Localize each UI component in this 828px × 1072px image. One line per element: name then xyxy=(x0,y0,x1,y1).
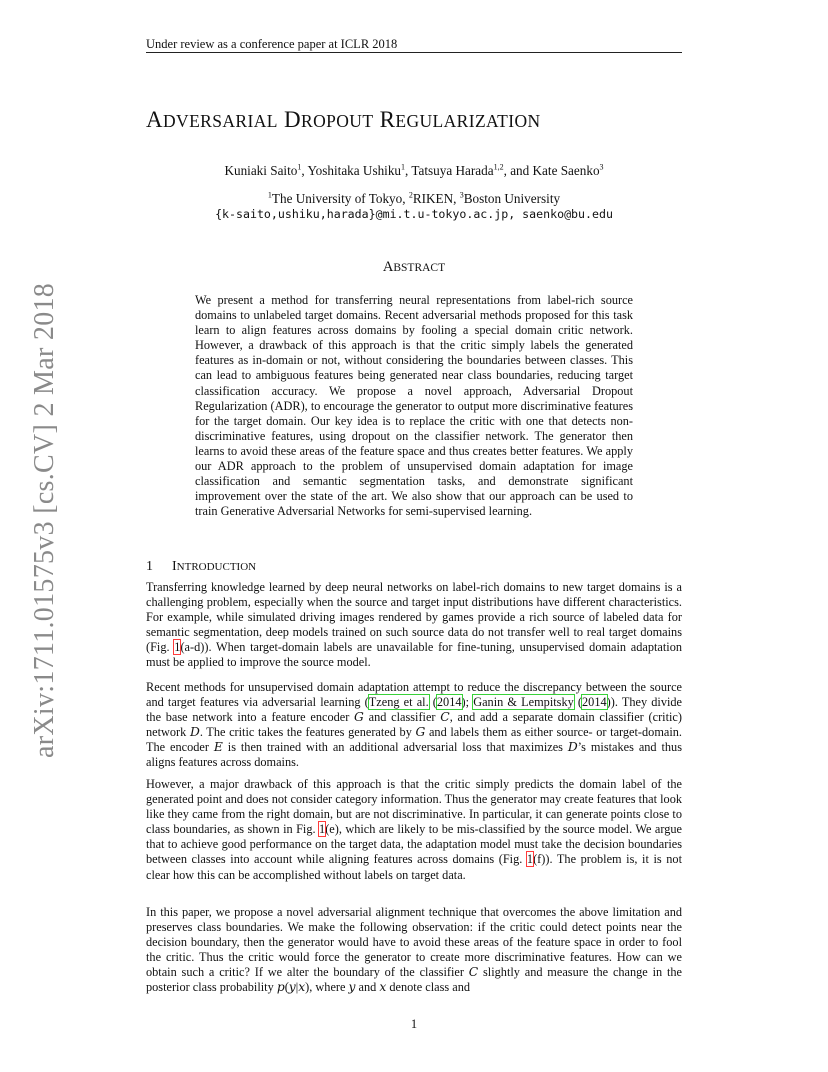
math-symbol: D xyxy=(189,725,200,740)
author-affil-mark: 1,2 xyxy=(493,162,504,172)
citation-link[interactable]: Tzeng et al. xyxy=(368,695,429,710)
affiliations xyxy=(146,191,682,207)
paragraph-text: and xyxy=(355,980,380,995)
math-symbol: | xyxy=(295,980,299,995)
intro-paragraph-3 xyxy=(146,777,682,883)
paragraph-text: (e), which are likely to be mis-classified by the source model. We argue that to achieve good performance on the target data, the adaptation model must take the decision boundaries between classes into account while aligning features across domains (Fig. xyxy=(146,822,682,867)
running-header: Under review as a conference paper at ICLR 2018 xyxy=(146,37,398,51)
abstract-heading-initial: A xyxy=(382,259,394,275)
author-name: Yoshitaka Ushiku xyxy=(307,163,402,178)
paragraph-text: , where xyxy=(309,980,349,995)
citation-year-link[interactable]: 2014 xyxy=(582,695,607,710)
paragraph-text: slightly and measure the change in the posterior class probability xyxy=(146,965,682,995)
math-symbol: y xyxy=(348,980,356,995)
citation-link[interactable]: Ganin & Lempitsky xyxy=(473,695,574,710)
math-symbol: y xyxy=(288,980,296,995)
paragraph-text: . The critic takes the features generated by xyxy=(199,725,416,740)
section-number: 1 xyxy=(146,559,153,574)
author-separator: , xyxy=(405,163,412,178)
math-symbol: x xyxy=(379,980,387,995)
abstract-heading-rest: BSTRACT xyxy=(393,262,446,274)
paragraph-text: , and add a separate domain classifier (critic) network xyxy=(146,710,682,740)
abstract-heading xyxy=(146,259,682,276)
author-affil-mark: 1 xyxy=(401,162,406,172)
math-symbol: ( xyxy=(284,980,289,995)
math-symbol: D xyxy=(567,740,578,755)
figure-link[interactable]: 1 xyxy=(319,822,326,837)
affil-mark: 2 xyxy=(408,190,413,200)
author-emails: {k-saito,ushiku,harada}@mi.t.u-tokyo.ac.jp, saenko@bu.edu xyxy=(215,207,613,221)
section-title-initial: I xyxy=(172,559,177,574)
section-title-rest: NTRODUCTION xyxy=(176,561,257,573)
math-symbol: G xyxy=(354,710,364,725)
title-rest-2: ROPOUT xyxy=(301,111,374,131)
title-initial-3: R xyxy=(379,107,396,132)
intro-paragraph-2: Recent methods for unsupervised domain adaptation attempt to reduce the discrepancy between the source and target features via adversarial learning (Tzeng et al. (2014); Ganin & Lempitsky (2014)). They divide the base network into a feature encoder G and classifier C, and add a separate domain classifier (critic) network D. The critic takes the features generated by G and labels them as either source- or target-domain. The encoder E is then trained with an additional adversarial loss that maximizes D’s mistakes and thus aligns features across domains. xyxy=(146,680,682,770)
page-number: 1 xyxy=(410,1017,418,1031)
affil-mark: 3 xyxy=(459,190,464,200)
author-affil-mark: 1 xyxy=(297,162,302,172)
paragraph-text: denote class and xyxy=(386,980,470,995)
math-symbol: p xyxy=(276,980,285,995)
paragraph-text: and labels them as either source- or target-domain. The encoder xyxy=(146,725,682,755)
paragraph-text: and classifier xyxy=(363,710,441,725)
author-list xyxy=(146,163,682,179)
paragraph-text: In this paper, we propose a novel adversarial alignment technique that overcomes the above limitation and preserves class boundaries. We make the following observation: if the critic could detect points near the decision boundary, then the generator would have to avoid these areas of the feature space in order to fool the critic. Thus the critic would force the generator to create more discriminative features. How can we obtain such a critic? If we alter the boundary of the classifier xyxy=(146,905,682,980)
affil-name: The University of Tokyo, xyxy=(271,191,409,206)
affil-name: Boston University xyxy=(463,191,561,206)
paragraph-text: Transferring knowledge learned by deep neural networks on label-rich domains to new target domains is a challenging problem, especially when the source and target input distributions have different characteristics. For example, while simulated driving images rendered by games provide a rich source of labeled data for semantic segmentation, deep models trained on such source data do not transfer well to real target domains (Fig. xyxy=(146,580,682,655)
section-heading-introduction xyxy=(146,559,256,575)
math-symbol: C xyxy=(440,710,450,725)
author-name: Kuniaki Saito xyxy=(224,163,298,178)
paragraph-text: is then trained with an additional adversarial loss that maximizes xyxy=(222,740,568,755)
citation-year-link[interactable]: 2014 xyxy=(436,695,462,710)
math-symbol: x xyxy=(298,980,306,995)
arxiv-identifier: arXiv:1711.01575v3 [cs.CV] 2 Mar 2018 xyxy=(29,282,60,758)
author-affil-mark: 3 xyxy=(599,162,604,172)
paragraph-text: ’s mistakes and thus aligns features across domains. xyxy=(146,740,682,770)
title-rest-3: EGULARIZATION xyxy=(395,111,541,131)
paragraph-text: (a-d)). When target-domain labels are unavailable for fine-tuning, unsupervised domain adaptation must be applied to improve the source model. xyxy=(146,640,682,670)
author-name: Kate Saenko xyxy=(532,163,600,178)
math-symbol: ) xyxy=(305,980,310,995)
math-symbol: G xyxy=(415,725,426,740)
title-rest-1: DVERSARIAL xyxy=(163,111,278,131)
intro-paragraph-4 xyxy=(146,905,682,996)
header-rule xyxy=(146,52,682,53)
paragraph-text: ; xyxy=(465,695,474,710)
intro-paragraph-1 xyxy=(146,580,682,671)
figure-link[interactable]: 1 xyxy=(526,852,534,867)
paragraph-text: ). They divide the base network into a feature encoder xyxy=(146,695,682,725)
author-separator: , and xyxy=(503,163,533,178)
paragraph-text: (f)). The problem is, it is not clear how this can be accomplished without labels on target data. xyxy=(146,852,682,882)
paper-title xyxy=(146,107,541,133)
author-name: Tatsuya Harada xyxy=(411,163,494,178)
title-initial-2: D xyxy=(284,107,302,132)
abstract-text: We present a method for transferring neural representations from label-rich source domains to unlabeled target domains. Recent adversarial methods proposed for this task learn to align features across domains by fooling a special domain critic network. However, a drawback of this approach is that the critic simply labels the generated features as in-domain or not, without considering the boundaries between classes. This can lead to ambiguous features being generated near class boundaries, reducing target classification accuracy. We propose a novel approach, Adversarial Dropout Regularization (ADR), to encourage the generator to output more discriminative features for the target domain. Our key idea is to replace the critic with one that detects non-discriminative features, using dropout on the classifier network. The generator then learns to avoid these areas of the feature space and thus creates better features. We apply our ADR approach to the problem of unsupervised domain adaptation for image classification and semantic segmentation tasks, and demonstrate significant improvement over the state of the art. We also show that our approach can be used to train Generative Adversarial Networks for semi-supervised learning. xyxy=(195,293,633,519)
affil-name: RIKEN, xyxy=(412,191,460,206)
affil-mark: 1 xyxy=(267,190,272,200)
author-separator: , xyxy=(301,163,308,178)
paragraph-text: Recent methods for unsupervised domain adaptation attempt to reduce the discrepancy between the source and target features via adversarial learning ( xyxy=(146,680,682,710)
math-symbol: C xyxy=(468,965,479,980)
paragraph-text: However, a major drawback of this approach is that the critic simply predicts the domain label of the generated point and does not consider category information. Thus the generator may create features that look like they came from the right domain, but are not discriminative. In particular, it can generate points close to class boundaries, as shown in Fig. xyxy=(146,777,682,837)
title-initial-1: A xyxy=(146,107,164,132)
math-symbol: E xyxy=(213,740,223,755)
figure-link[interactable]: 1 xyxy=(174,640,181,655)
